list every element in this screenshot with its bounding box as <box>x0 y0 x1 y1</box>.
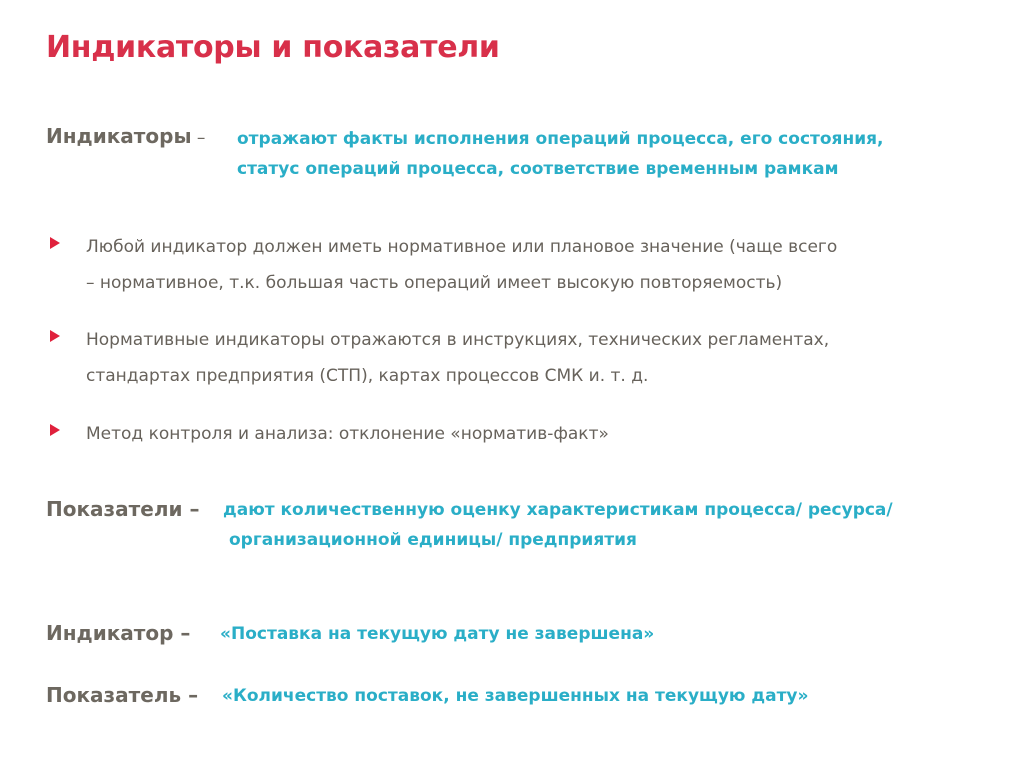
triangle-bullet-icon <box>50 424 60 436</box>
list-item-line: стандартах предприятия (СТП), картах процессов СМК и. т. д. <box>86 366 649 386</box>
indicators-definition-line-2: статус операций процесса, соответствие временным рамкам <box>237 159 839 179</box>
example-indicator-text: «Поставка на текущую дату не завершена» <box>220 624 655 644</box>
list-item-line: – нормативное, т.к. большая часть операций имеет высокую повторяемость) <box>86 273 783 293</box>
indicators-definition-line-1: отражают факты исполнения операций процесса, его состояния, <box>237 129 884 149</box>
list-item-text <box>86 416 609 452</box>
triangle-bullet-icon <box>50 330 60 342</box>
metrics-definition-line-2: организационной единицы/ предприятия <box>229 530 637 550</box>
list-item-line: Любой индикатор должен иметь нормативное или плановое значение (чаще всего <box>86 237 838 257</box>
indicators-definition <box>237 124 884 184</box>
indicators-term-label: Индикаторы <box>46 124 192 148</box>
triangle-bullet-icon <box>50 237 60 249</box>
metrics-term: Показатели – <box>46 497 200 521</box>
list-item-line: Нормативные индикаторы отражаются в инструкциях, технических регламентах, <box>86 330 830 350</box>
list-item-line: Метод контроля и анализа: отклонение «норматив-факт» <box>86 424 609 444</box>
page-title: Индикаторы и показатели <box>46 30 500 65</box>
example-indicator-term: Индикатор – <box>46 621 191 645</box>
example-metric-text: «Количество поставок, не завершенных на текущую дату» <box>222 686 809 706</box>
list-item-text <box>86 229 837 301</box>
example-metric-term: Показатель – <box>46 683 199 707</box>
list-item-text <box>86 322 829 394</box>
indicators-term <box>46 124 205 148</box>
metrics-definition <box>223 495 893 555</box>
indicators-term-dash: – <box>191 128 206 148</box>
metrics-definition-line-1: дают количественную оценку характеристикам процесса/ ресурса/ <box>223 500 893 520</box>
